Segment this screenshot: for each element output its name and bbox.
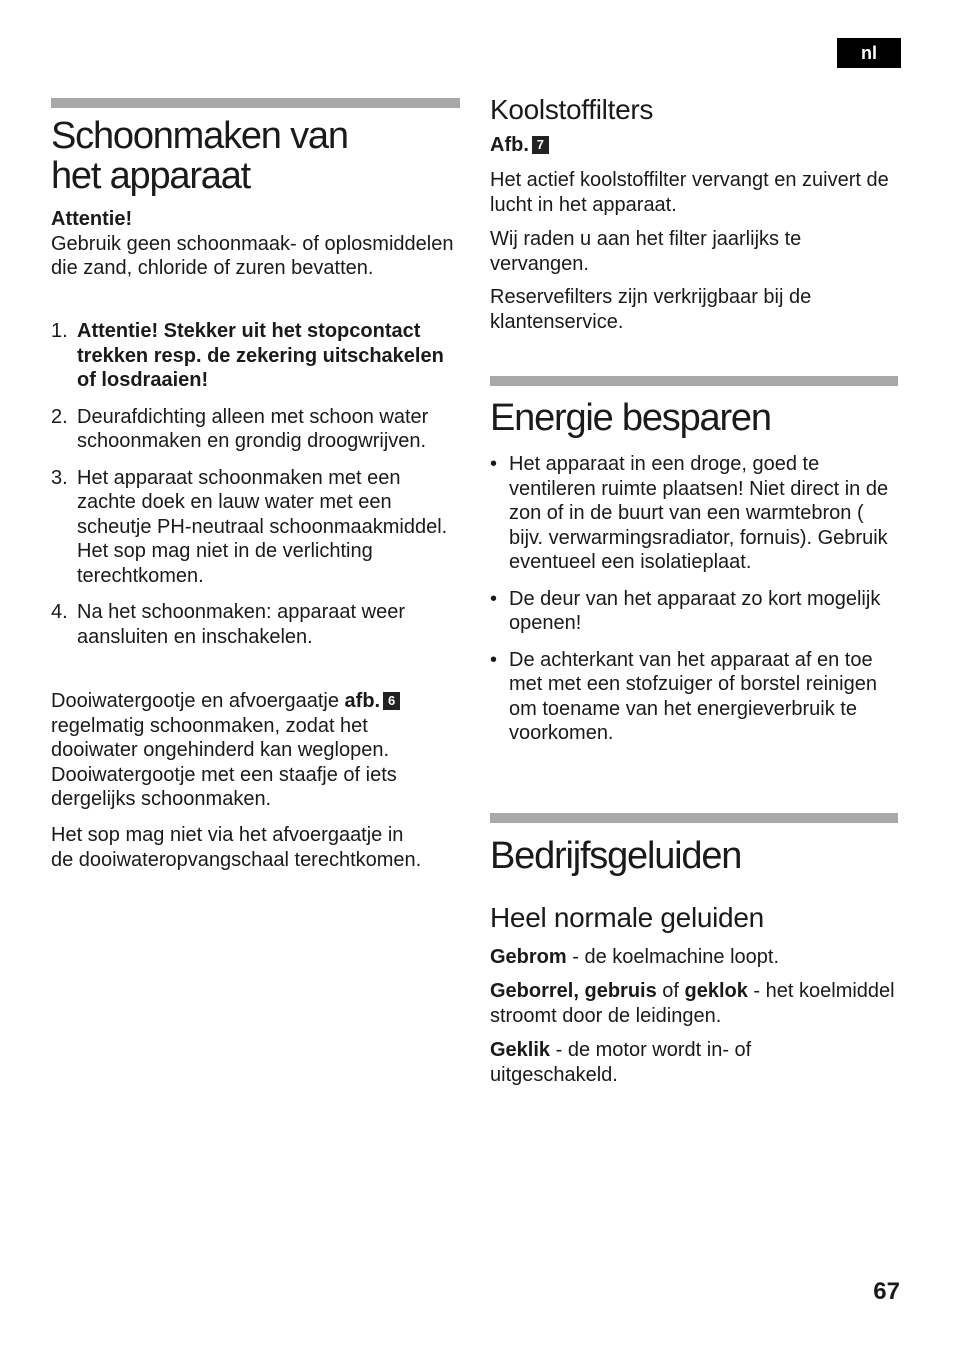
energy-tip — [490, 648, 902, 746]
energy-tip-text: De deur van het apparaat zo kort mogelijk openen! — [509, 587, 881, 634]
step-number: 4. — [51, 601, 68, 623]
energy-tip — [490, 452, 902, 575]
step-text: Na het schoonmaken: apparaat weer aansluiten en inschakelen. — [77, 601, 405, 648]
step-text: Attentie! Stekker uit het stopcontact trekken resp. de zekering uitschakelen of losdraaien! — [77, 320, 444, 391]
sound-desc: - de koelmachine loopt. — [566, 946, 780, 968]
sound-term: geklok — [684, 980, 748, 1002]
sound-1 — [490, 945, 902, 970]
energy-tips-list — [490, 452, 902, 746]
noise-title: Bedrijfsgeluiden — [490, 835, 742, 877]
page-number: 67 — [873, 1278, 900, 1305]
sound-desc: - de motor wordt in- of uitgeschakeld. — [490, 1039, 752, 1086]
bullet-icon: • — [490, 453, 498, 475]
cleaning-steps — [51, 319, 465, 649]
step-item — [51, 600, 465, 649]
bullet-icon: • — [490, 648, 498, 671]
sound-term: Geborrel, gebruis — [490, 980, 657, 1002]
cleaning-title — [51, 116, 465, 196]
filters-paragraph-2: Wij raden u aan het filter jaarlijks te vervangen. — [490, 228, 802, 275]
drain-text-before: Dooiwatergootje en afvoergaatje — [51, 690, 339, 712]
section-rule — [490, 813, 898, 823]
figure-number-badge: 7 — [532, 136, 549, 154]
step-item — [51, 466, 465, 589]
attention-text: Gebruik geen schoonmaak- of oplosmiddelen die zand, chloride of zuren bevatten. — [51, 232, 454, 279]
filters-figure-ref — [490, 133, 549, 158]
step-number: 3. — [51, 466, 68, 489]
energy-tip — [490, 587, 902, 636]
bullet-icon: • — [490, 587, 498, 610]
attention-label: Attentie! — [51, 208, 133, 230]
final-paragraph: Het sop mag niet via het afvoergaatje in de dooiwateropvangschaal terechtkomen. — [51, 824, 422, 871]
energy-title: Energie besparen — [490, 397, 771, 439]
filters-paragraph-1: Het actief koolstoffilter vervangt en zuivert de lucht in het apparaat. — [490, 169, 889, 216]
cleaning-title-line2: het apparaat — [51, 155, 250, 197]
energy-tip-text: Het apparaat in een droge, goed te ventileren ruimte plaatsen! Niet direct in de zon of in de buurt van een warmtebron ( bijv. verwarmingsradiator, fornuis). Gebruik eventueel een isolatieplaat. — [509, 453, 889, 573]
step-item — [51, 319, 465, 393]
figure-ref-label: afb. — [344, 690, 381, 712]
drain-text-after: regelmatig schoonmaken, zodat het dooiwater ongehinderd kan weglopen. Dooiwatergootje met een staafje of iets dergelijks schoonmaken. — [51, 714, 397, 810]
step-number: 2. — [51, 405, 68, 428]
cleaning-title-line1: Schoonmaken van — [51, 115, 348, 157]
filters-title: Koolstoffilters — [490, 94, 654, 125]
filters-paragraph-3: Reservefilters zijn verkrijgbaar bij de klantenservice. — [490, 286, 812, 333]
sound-3 — [490, 1038, 780, 1087]
language-badge: nl — [837, 38, 901, 68]
step-text: Deurafdichting alleen met schoon water schoonmaken en grondig droogwrijven. — [77, 405, 429, 452]
energy-tip-text: De achterkant van het apparaat af en toe met met een stofzuiger of borstel reinigen om toename van het energieverbruik te voorkomen. — [509, 648, 877, 744]
sound-term: Geklik — [490, 1039, 551, 1061]
sound-term: Gebrom — [490, 946, 567, 968]
sound-or: of — [656, 980, 685, 1002]
sound-2 — [490, 979, 902, 1028]
section-rule — [490, 376, 898, 386]
step-text: Het apparaat schoonmaken met een zachte doek en lauw water met een scheutje PH-neutraal schoonmaakmiddel. Het sop mag niet in de verlichting terechtkomen. — [77, 466, 448, 587]
section-rule — [51, 98, 460, 108]
drain-paragraph — [51, 689, 456, 812]
step-number: 1. — [51, 320, 68, 342]
sound-desc: - het koelmiddel stroomt door de leidingen. — [490, 980, 895, 1027]
figure-number-badge: 6 — [383, 692, 400, 710]
normal-noise-title: Heel normale geluiden — [490, 902, 764, 933]
step-item — [51, 405, 465, 454]
figure-ref-label: Afb. — [490, 134, 529, 156]
